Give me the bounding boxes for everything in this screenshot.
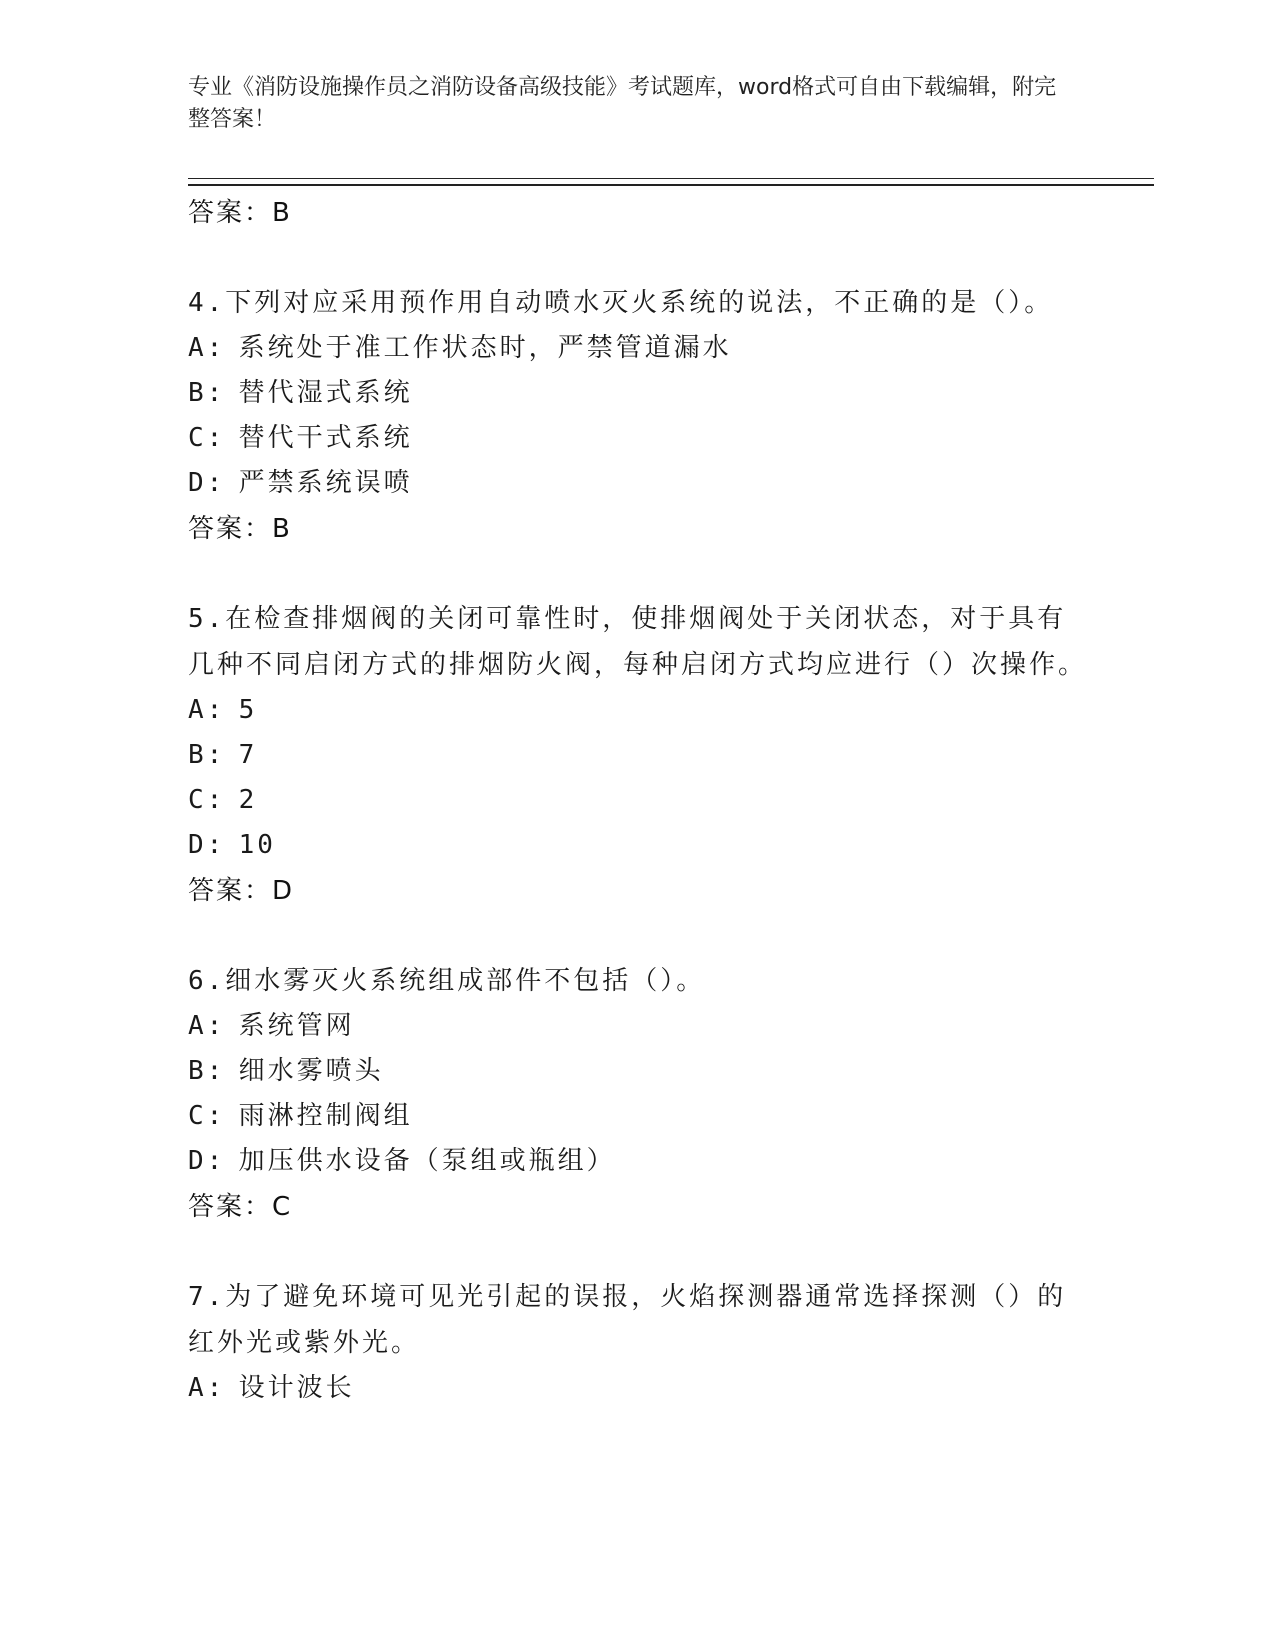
option-separator: : <box>206 785 226 815</box>
option-separator: : <box>206 1011 226 1041</box>
option-key: B <box>188 378 207 408</box>
option-text: 雨淋控制阀组 <box>238 1101 413 1131</box>
document-header: 专业《消防设施操作员之消防设备高级技能》考试题库，word格式可自由下载编辑，附完整答案！ <box>188 75 1057 132</box>
option-key: A <box>188 333 207 363</box>
option-text: 10 <box>238 830 276 860</box>
option-separator: : <box>206 1373 226 1403</box>
option-text: 设计波长 <box>238 1373 355 1403</box>
option-separator: : <box>206 695 226 725</box>
option-text: 严禁系统误喷 <box>238 468 413 498</box>
option-text: 替代干式系统 <box>238 423 413 453</box>
question-text: 6.细水雾灭火系统组成部件不包括（）。 <box>188 966 706 996</box>
question-block <box>188 280 1088 552</box>
option-text: 系统管网 <box>238 1011 355 1041</box>
option-separator: : <box>206 830 226 860</box>
answer-label: 答案： <box>188 514 273 544</box>
answer-line <box>188 1184 1088 1230</box>
answer-value: B <box>272 514 290 544</box>
answer-value: B <box>272 198 290 228</box>
option-a <box>188 326 1088 371</box>
option-separator: : <box>206 468 226 498</box>
option-text: 2 <box>238 785 258 815</box>
question-list <box>188 280 1088 1411</box>
answer-value: C <box>272 1192 291 1222</box>
option-text: 7 <box>238 740 258 770</box>
option-key: A <box>188 1373 207 1403</box>
question-text: 5.在检查排烟阀的关闭可靠性时，使排烟阀处于关闭状态，对于具有几种不同启闭方式的排烟防火阀，每种启闭方式均应进行（）次操作。 <box>188 604 1088 680</box>
question-block <box>188 958 1088 1230</box>
option-separator: : <box>206 1056 226 1086</box>
option-b <box>188 1049 1088 1094</box>
option-b <box>188 371 1088 416</box>
question-text: 7.为了避免环境可见光引起的误报，火焰探测器通常选择探测（）的红外光或紫外光。 <box>188 1282 1067 1358</box>
header-divider <box>188 178 1154 186</box>
option-c <box>188 416 1088 461</box>
option-separator: : <box>206 1146 226 1176</box>
option-separator: : <box>206 1101 226 1131</box>
option-c <box>188 1094 1088 1139</box>
option-text: 替代湿式系统 <box>238 378 413 408</box>
option-key: C <box>188 785 207 815</box>
answer-line <box>188 506 1088 552</box>
option-separator: : <box>206 333 226 363</box>
option-key: D <box>188 830 207 860</box>
document-body <box>188 190 1088 1411</box>
option-key: B <box>188 740 207 770</box>
option-key: D <box>188 468 207 498</box>
option-a <box>188 1004 1088 1049</box>
option-c <box>188 778 1088 823</box>
option-a <box>188 1366 1088 1411</box>
option-separator: : <box>206 423 226 453</box>
question-block <box>188 596 1088 914</box>
option-text: 5 <box>238 695 258 725</box>
answer-label: 答案： <box>188 876 273 906</box>
answer-label: 答案： <box>188 198 273 228</box>
option-key: C <box>188 423 207 453</box>
answer-value: D <box>272 876 293 906</box>
option-a <box>188 688 1088 733</box>
option-separator: : <box>206 740 226 770</box>
option-key: A <box>188 695 207 725</box>
answer-line <box>188 190 1088 236</box>
question-block <box>188 1274 1088 1411</box>
option-key: A <box>188 1011 207 1041</box>
option-d <box>188 1139 1088 1184</box>
question-text: 4.下列对应采用预作用自动喷水灭火系统的说法，不正确的是（）。 <box>188 288 1054 318</box>
option-b <box>188 733 1088 778</box>
option-text: 细水雾喷头 <box>238 1056 384 1086</box>
option-d <box>188 461 1088 506</box>
option-d <box>188 823 1088 868</box>
option-key: D <box>188 1146 207 1176</box>
option-key: C <box>188 1101 207 1131</box>
answer-label: 答案： <box>188 1192 273 1222</box>
option-text: 加压供水设备（泵组或瓶组） <box>238 1146 616 1176</box>
option-separator: : <box>206 378 226 408</box>
option-key: B <box>188 1056 207 1086</box>
option-text: 系统处于准工作状态时，严禁管道漏水 <box>238 333 732 363</box>
answer-line <box>188 868 1088 914</box>
